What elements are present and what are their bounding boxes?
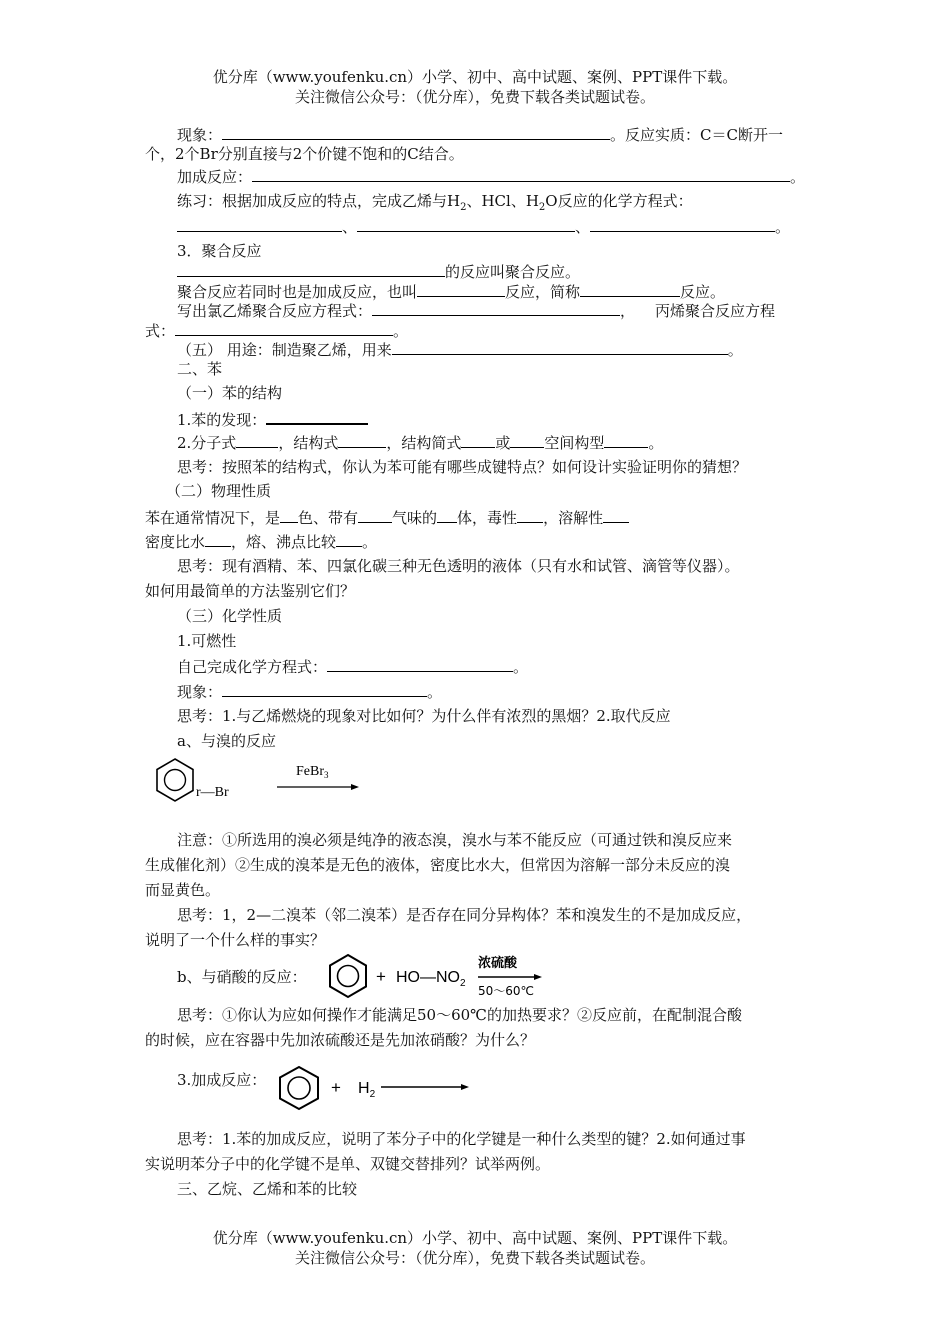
think-6b: 实说明苯分子中的化学键不是单、双键交替排列？试举两例。: [145, 1155, 551, 1173]
nitric-acid-reagent: $HO—NO_2$: [396, 969, 466, 989]
think-2b: 如何用最简单的方法鉴别它们？: [145, 582, 356, 600]
blank: [222, 681, 427, 697]
temperature-label: 50～60℃: [478, 984, 535, 998]
blank: [236, 432, 278, 448]
essence-continuation: 个，2个Br分别直接与2个价键不饱和的C结合。: [145, 145, 464, 163]
physical-properties-title: （二）物理性质: [166, 482, 272, 500]
physical-line: 苯在通常情况下，是 色、带有 气味的 体，毒性 ，溶解性: [145, 507, 629, 528]
nitration-scheme: [326, 952, 556, 1000]
think-5a: 思考：①你认为应如何操作才能满足50～60℃的加热要求？②反应前，在配制混合酸: [177, 1006, 742, 1024]
equation-line: 自己完成化学方程式： 。: [177, 658, 529, 676]
plus-sign: +: [331, 1078, 341, 1097]
think-4a: 思考：1，2—二溴苯（邻二溴苯）是否存在同分异构体？苯和溴发生的不是加成反应，: [177, 906, 752, 924]
think-1: 思考：按照苯的结构式，你认为苯可能有哪些成键特点？如何设计实验证明你的猜想？: [177, 458, 748, 476]
blank: [266, 408, 368, 425]
formula-line: 2.分子式 ，结构式 ，结构简式 或 空间构型 。: [177, 434, 664, 452]
note-line-1: 注意：①所选用的溴必须是纯净的液态溴，溴水与苯不能反应（可通过铁和溴反应来: [177, 831, 733, 849]
blank: [461, 432, 495, 448]
blank: [357, 216, 575, 232]
blank: [338, 432, 386, 448]
blank: [392, 339, 728, 355]
blank: [417, 281, 505, 297]
bromination-scheme: [155, 757, 370, 807]
think-4b: 说明了一个什么样的事实？: [145, 931, 326, 949]
addition-polymerization-line: 聚合反应若同时也是加成反应，也叫 反应，简称 反应。: [177, 283, 726, 301]
blank: [590, 216, 775, 232]
blank: [336, 531, 362, 547]
blank: [177, 261, 445, 277]
addition-reaction-line: 加成反应： 。: [177, 168, 806, 186]
density-line: 密度比水 ，熔、沸点比较 。: [145, 533, 378, 551]
pvc-line: 写出氯乙烯聚合反应方程式： ， 丙烯聚合反应方程: [177, 302, 776, 320]
note-line-3: 而显黄色。: [145, 881, 221, 899]
polymerization-definition: 的反应叫聚合反应。: [177, 261, 580, 282]
blank: [175, 320, 393, 336]
benzene-ring-icon: [280, 1067, 318, 1109]
think-6a: 思考：1.苯的加成反应，说明了苯分子中的化学键是一种什么类型的键？2.如何通过事: [177, 1130, 746, 1148]
blank: [177, 216, 342, 232]
practice-blanks: 、 、 。: [177, 216, 790, 237]
chemical-properties-title: （三）化学性质: [177, 607, 283, 625]
plus-sign: +: [376, 967, 386, 986]
blank: [205, 531, 231, 547]
think-2a: 思考：现有酒精、苯、四氯化碳三种无色透明的液体（只有水和试管、滴管等仪器）。: [177, 557, 740, 575]
header-line-2: 关注微信公众号：（优分库），免费下载各类试题试卷。: [294, 88, 655, 106]
blank: [437, 507, 457, 523]
blank: [517, 507, 543, 523]
discovery-line: 1.苯的发现：: [177, 408, 368, 430]
blank: [580, 281, 680, 297]
benzene-ring-icon: [157, 759, 193, 801]
blank: [222, 124, 610, 140]
sulfuric-acid-label: 浓硫酸: [478, 956, 518, 971]
practice-line: 练习：根据加成反应的特点，完成乙烯与$H_2$、HCl、$H_2O$反应的化学方程式：: [177, 192, 693, 213]
hydrogenation-scheme: [276, 1064, 476, 1112]
arrow-right-icon: [277, 784, 359, 790]
think-5b: 的时候，应在容器中先加浓硫酸还是先加浓硝酸？为什么？: [145, 1031, 536, 1049]
blank: [604, 432, 648, 448]
blank: [327, 656, 513, 672]
comparison-section-title: 三、乙烷、乙烯和苯的比较: [177, 1180, 358, 1198]
note-line-2: 生成催化剂）②生成的溴苯是无色的液体，密度比水大，但常因为溶解一部分未反应的溴: [145, 856, 731, 874]
hydrogen-reagent: $H_2$: [358, 1080, 376, 1100]
footer-line-1: 优分库（www.youfenku.cn）小学、初中、高中试题、案例、PPT课件下载。: [212, 1229, 738, 1247]
benzene-structure-title: （一）苯的结构: [177, 384, 283, 402]
catalyst-label: FeBr$_3$: [296, 764, 329, 780]
arrow-right-icon: [381, 1084, 469, 1090]
blank: [603, 507, 629, 523]
uses-line: （五） 用途：制造聚乙烯，用来 。: [177, 341, 743, 359]
footer-line-2: 关注微信公众号：（优分库），免费下载各类试题试卷。: [294, 1249, 655, 1267]
blank: [252, 166, 790, 182]
nitration-title: b、与硝酸的反应：: [177, 968, 307, 986]
benzene-ring-icon: [330, 955, 366, 997]
blank: [280, 507, 298, 523]
section-benzene: 二、苯: [177, 360, 223, 378]
blank: [372, 300, 620, 316]
bromination-title: a、与溴的反应: [177, 732, 276, 750]
addition-title: 3.加成反应：: [177, 1071, 267, 1089]
bromine-reagent: r—Br: [196, 785, 229, 800]
polymerization-title: 3．聚合反应: [177, 242, 262, 260]
combustion-title: 1.可燃性: [177, 632, 237, 650]
propene-line: 式： 。: [145, 322, 409, 340]
blank: [358, 507, 392, 523]
combustion-phenomenon-line: 现象： 。: [177, 683, 443, 701]
think-3: 思考：1.与乙烯燃烧的现象对比如何？为什么伴有浓烈的黑烟？2.取代反应: [177, 707, 671, 725]
arrow-right-icon: [478, 974, 542, 980]
blank: [510, 432, 544, 448]
header-line-1: 优分库（www.youfenku.cn）小学、初中、高中试题、案例、PPT课件下载。: [212, 68, 738, 86]
phenomenon-line: 现象： 。反应实质：C＝C断开一: [177, 126, 783, 144]
